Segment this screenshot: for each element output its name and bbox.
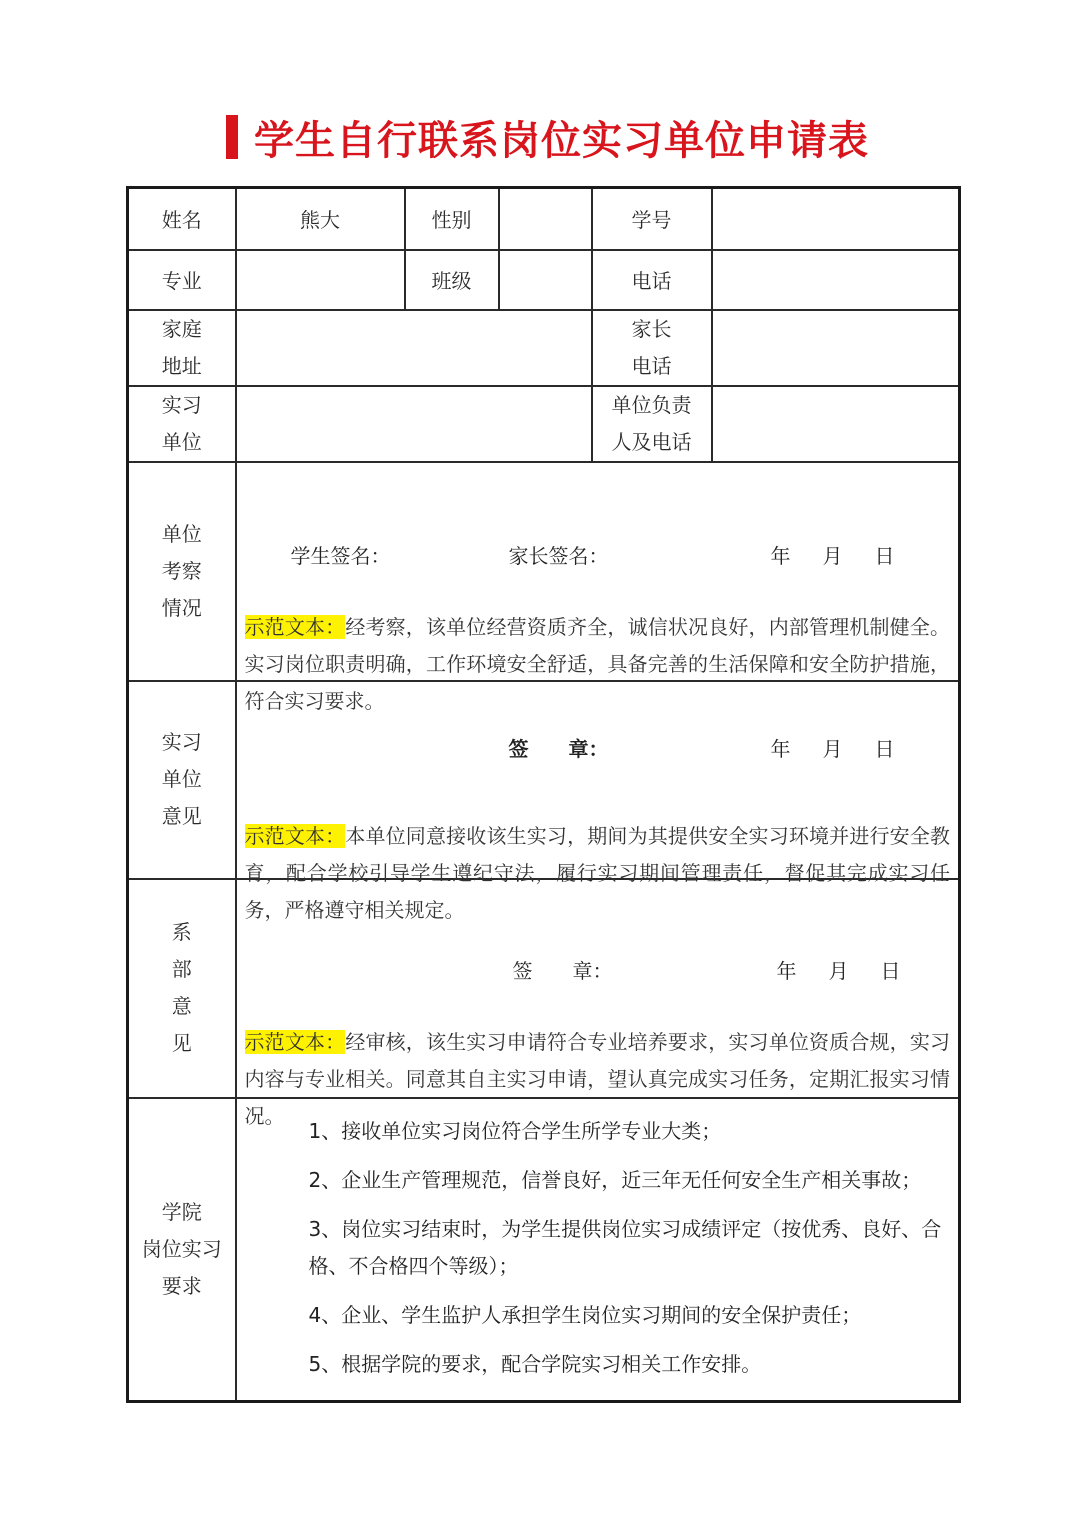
row-internship-unit bbox=[128, 386, 960, 462]
value-student-id[interactable] bbox=[712, 188, 960, 250]
label-unit-opinion-line1: 实习 bbox=[161, 730, 202, 754]
label-unit-opinion-line2: 单位 bbox=[161, 767, 202, 791]
label-dept-opinion-line3: 意 bbox=[171, 994, 192, 1018]
dept-seal[interactable]: 签 章： bbox=[512, 959, 613, 983]
label-inspection-line3: 情况 bbox=[161, 595, 202, 620]
label-class: 班级 bbox=[405, 250, 499, 310]
label-name: 姓名 bbox=[128, 188, 236, 250]
value-class[interactable] bbox=[499, 250, 592, 310]
label-inspection-line2: 考察 bbox=[161, 558, 202, 583]
sample-text-tag: 示范文本： bbox=[244, 823, 346, 848]
requirement-item: 3、岗位实习结束时，为学生提供岗位实习成绩评定（按优秀、良好、合格、不合格四个等级）； bbox=[308, 1216, 942, 1278]
label-unit-opinion-line3: 意见 bbox=[161, 804, 202, 828]
unit-opinion-paragraph bbox=[245, 818, 951, 929]
label-home-address bbox=[128, 310, 236, 386]
dept-opinion-date[interactable] bbox=[777, 955, 901, 984]
label-requirements-line2: 岗位实习 bbox=[141, 1236, 222, 1261]
unit-opinion-text: 本单位同意接收该生实习，期间为其提供安全实习环境并进行安全教育，配合学校引导学生遵纪守法，履行实习期间管理责任，督促其完成实习任务，严格遵守相关规定。 bbox=[244, 823, 951, 922]
dept-opinion-text: 经审核，该生实习申请符合专业培养要求，实习单位资质合规，实习内容与专业相关。同意其自主实习申请，望认真完成实习任务，定期汇报实习情况。 bbox=[244, 1030, 951, 1128]
label-dept-opinion-line4: 见 bbox=[171, 1031, 192, 1055]
label-unit-opinion bbox=[128, 681, 236, 879]
row-major-info bbox=[128, 250, 960, 310]
requirement-item: 4、企业、学生监护人承担学生岗位实习期间的安全保护责任； bbox=[308, 1302, 862, 1327]
month-label: 月 bbox=[822, 736, 843, 761]
value-phone[interactable] bbox=[712, 250, 960, 310]
row-basic-info bbox=[128, 188, 960, 250]
month-label: 月 bbox=[822, 544, 843, 568]
requirement-item: 2、企业生产管理规范，信誉良好，近三年无任何安全生产相关事故； bbox=[308, 1167, 922, 1192]
label-student-id: 学号 bbox=[592, 188, 712, 250]
label-unit-contact-line1: 单位负责 bbox=[611, 392, 692, 417]
label-dept-opinion-line1: 系 bbox=[171, 920, 192, 944]
value-unit-contact[interactable] bbox=[712, 386, 960, 462]
inspection-text: 经考察，该单位经营资质齐全，诚信状况良好，内部管理机制健全。实习岗位职责明确，工作环境安全舒适，具备完善的生活保障和安全防护措施，符合实习要求。 bbox=[244, 615, 951, 713]
requirement-item: 5、根据学院的要求，配合学院实习相关工作安排。 bbox=[308, 1351, 762, 1376]
year-label: 年 bbox=[770, 736, 791, 761]
label-inspection-line1: 单位 bbox=[161, 521, 202, 546]
label-unit-contact-line2: 人及电话 bbox=[611, 429, 692, 454]
day-label: 日 bbox=[874, 544, 895, 568]
year-label: 年 bbox=[770, 544, 791, 568]
dept-opinion-paragraph bbox=[245, 1024, 951, 1135]
sample-text-tag: 示范文本： bbox=[244, 615, 346, 639]
label-phone: 电话 bbox=[592, 250, 712, 310]
label-requirements-line3: 要求 bbox=[161, 1273, 202, 1298]
year-label: 年 bbox=[776, 959, 797, 983]
form-title bbox=[226, 112, 869, 162]
page-title: 学生自行联系岗位实习单位申请表 bbox=[254, 117, 869, 164]
label-gender: 性别 bbox=[405, 188, 499, 250]
label-dept-opinion bbox=[128, 879, 236, 1098]
label-internship-unit bbox=[128, 386, 236, 462]
inspection-date[interactable] bbox=[771, 540, 895, 569]
day-label: 日 bbox=[880, 959, 901, 983]
unit-seal[interactable]: 签 章： bbox=[508, 736, 609, 761]
requirements-list bbox=[237, 1099, 959, 1383]
application-form-table bbox=[126, 186, 961, 1403]
label-inspection bbox=[128, 462, 236, 681]
value-internship-unit[interactable] bbox=[236, 386, 592, 462]
label-parent-phone-line1: 家长 bbox=[631, 316, 672, 341]
sample-text-tag: 示范文本： bbox=[244, 1030, 346, 1054]
day-label: 日 bbox=[874, 736, 895, 761]
student-signature[interactable]: 学生签名： bbox=[290, 544, 391, 568]
label-parent-phone-line2: 电话 bbox=[631, 353, 672, 378]
value-gender[interactable] bbox=[499, 188, 592, 250]
requirements-content bbox=[236, 1098, 960, 1402]
label-major: 专业 bbox=[128, 250, 236, 310]
label-internship-unit-line1: 实习 bbox=[161, 392, 202, 417]
row-address bbox=[128, 310, 960, 386]
value-name[interactable]: 熊大 bbox=[236, 188, 405, 250]
label-requirements bbox=[128, 1098, 236, 1402]
month-label: 月 bbox=[828, 959, 849, 983]
label-requirements-line1: 学院 bbox=[161, 1199, 202, 1224]
label-parent-phone bbox=[592, 310, 712, 386]
label-unit-contact bbox=[592, 386, 712, 462]
value-major[interactable] bbox=[236, 250, 405, 310]
requirement-item: 1、接收单位实习岗位符合学生所学专业大类； bbox=[308, 1118, 722, 1143]
label-internship-unit-line2: 单位 bbox=[161, 429, 202, 454]
value-home-address[interactable] bbox=[236, 310, 592, 386]
unit-opinion-date[interactable] bbox=[771, 733, 895, 762]
value-parent-phone[interactable] bbox=[712, 310, 960, 386]
inspection-paragraph bbox=[245, 609, 951, 720]
label-home-address-line1: 家庭 bbox=[161, 316, 202, 341]
row-inspection bbox=[128, 462, 960, 681]
title-accent-bar bbox=[226, 115, 238, 159]
label-home-address-line2: 地址 bbox=[161, 353, 202, 378]
inspection-content[interactable] bbox=[236, 462, 960, 713]
parent-signature[interactable]: 家长签名： bbox=[508, 544, 609, 568]
label-dept-opinion-line2: 部 bbox=[171, 957, 192, 981]
row-requirements bbox=[128, 1098, 960, 1402]
